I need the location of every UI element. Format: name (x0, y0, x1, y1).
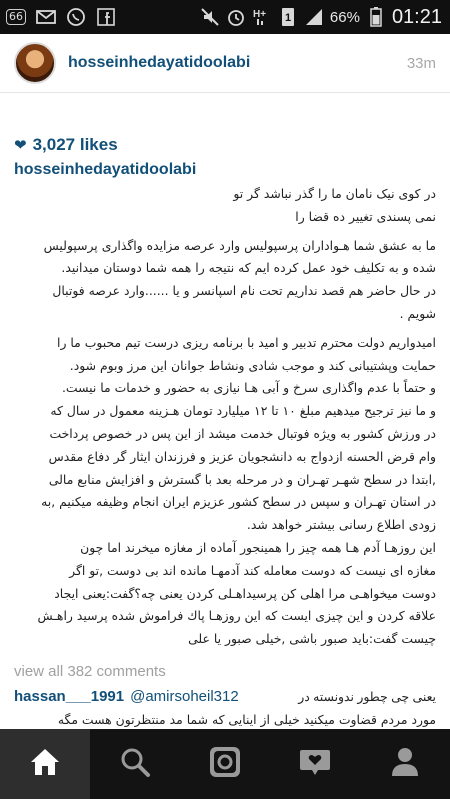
nav-home[interactable] (0, 729, 90, 799)
caption-line: مغازه ای نیست که دوست معامله کند آدمهـا مانده اند بی دوست ,تو اگر (69, 562, 436, 578)
post-time-ago: 33m (406, 54, 436, 72)
post-header (0, 34, 450, 93)
nav-camera[interactable] (180, 729, 270, 799)
caption-username[interactable]: hosseinhedayatidoolabi (14, 161, 197, 178)
likes-row (0, 93, 450, 159)
nav-search[interactable] (90, 729, 180, 799)
camera-icon (208, 745, 242, 783)
post-caption (0, 179, 450, 651)
caption-line: وام قرض الحسنه ازدواج به دانشجویان عزیز و فرزندان ایثار گر دفاع مقدس (48, 448, 436, 464)
caption-line: امیدواریم دولت محترم تدبیر و امید با برنامه ریزی درست تیم محبوب ما را (57, 334, 436, 350)
heart-icon: ❤ (14, 136, 27, 154)
sim-1-icon (278, 7, 298, 27)
post-feed[interactable] (0, 34, 450, 729)
nav-activity[interactable] (270, 729, 360, 799)
email-icon (36, 7, 56, 27)
caption-line: حمایت وپشتیبانی کند و موجب شادی ونشاط جوانان این مرز وبوم شود. (69, 357, 436, 373)
comment-inline-text: یعنی چی چطور ندونسته در (298, 689, 436, 704)
status-bar-right (200, 6, 450, 29)
svg-text:1: 1 (284, 12, 292, 24)
comment-username[interactable]: hassan___1991 (14, 687, 125, 705)
caption-line: علاقه کردن و این چیزی ایست که این روزهـا پاك فراموش شده پرسید راهـش (37, 608, 436, 624)
whatsapp-icon (66, 7, 86, 27)
status-bar-left (0, 7, 116, 27)
caption-line: زودی اطلاع رسانی بیشتر خواهد شد. (246, 517, 436, 533)
caption-line: ما به عشق شما هـواداران پرسپولیس وارد عرصه مزایده واگذاری پرسپولیس (43, 237, 436, 253)
caption-line: نمی پسندی تغییر ده قضا را (295, 208, 436, 224)
caption-line: در حال حاضر هم قصد نداریم تحت نام اسپانسر و یا ......وارد عرصه فوتبال (52, 283, 436, 299)
comment-header (0, 680, 450, 705)
bottom-nav (0, 729, 450, 799)
comment-line: مورد مردم قضاوت میکنید خیلی از اینایی که شما مد منتظرتون هست مگه (57, 711, 436, 727)
network-h-plus-icon (252, 7, 272, 27)
search-icon (119, 746, 151, 782)
caption-line: ,ابتدا در سطح شهـر تهـران و در مرحله بعد با گسترش و افزایش منابع مالی (48, 471, 436, 487)
caption-line: و حتماً با عدم واگذاری سرخ و آبی هـا نیازی به حضور و خدمات ما نیست. (61, 380, 436, 396)
battery-percent: 66% (329, 8, 360, 26)
caption-line: و ما نیز ترجیح میدهیم مبلغ ۱۰ تا ۱۲ میلیارد تومان هـزینه معمول در سال که (50, 403, 436, 419)
home-icon (28, 746, 62, 782)
facebook-icon (96, 7, 116, 27)
mute-icon (200, 7, 220, 27)
status-bar (0, 0, 450, 34)
activity-heart-icon (298, 746, 332, 782)
profile-icon (390, 746, 420, 782)
clock: 01:21 (391, 5, 442, 28)
likes-count[interactable]: 3,027 likes (32, 135, 118, 154)
caption-line: چیست گفت:باید صبور باشی ,خیلی صبور یا علی (188, 631, 436, 647)
svg-text:H+: H+ (252, 9, 266, 20)
caption-line: در کوی نیک نامان ما را گذر نباشد گر تو (233, 186, 436, 201)
caption-line: در استان تهـران و سپس در سطح کشور عزیزم ایران انجام وظیفه میکنیم ,به (41, 494, 436, 510)
caption-line: دوست میخواهـی مرا اهلی کن پرسیداهـلی کردن یعنی چه؟گفت:یعنی ایجاد (54, 585, 436, 601)
view-all-comments-link[interactable]: view all 382 comments (14, 662, 166, 680)
caption-line: شویم . (399, 305, 436, 321)
caption-line: در ورزش کشور به ویژه فوتبال خدمت میشد از این پس در خصوص پرداخت (49, 425, 436, 441)
notification-count-icon: 66 (6, 9, 26, 25)
nav-profile[interactable] (360, 729, 450, 799)
caption-line: این روزهـا آدم هـا همه چیز را همینجور آماده از مغازه میخرند اما چون (80, 539, 436, 555)
avatar[interactable] (14, 42, 56, 84)
caption-line: شده و به تکلیف خود عمل کرده ایم که نتیجه را همه شما دوستان میدانید. (61, 260, 436, 276)
battery-icon (366, 7, 386, 27)
alarm-icon (226, 7, 246, 27)
comment-mention[interactable]: @amirsoheil312 (130, 687, 239, 705)
signal-icon (304, 7, 324, 27)
post-username[interactable]: hosseinhedayatidoolabi (68, 54, 251, 71)
